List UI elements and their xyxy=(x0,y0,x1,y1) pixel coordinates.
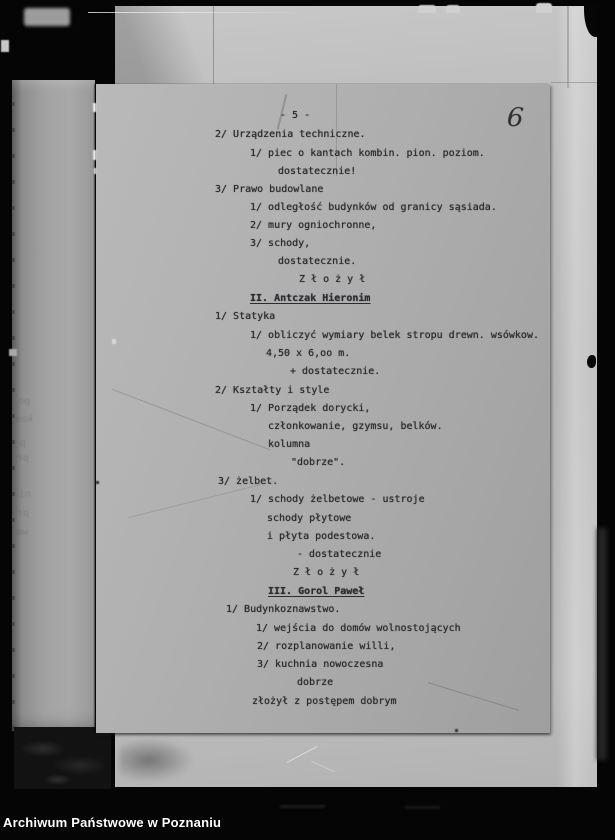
light-blob xyxy=(24,8,70,26)
typed-line: 3/ żelbet. xyxy=(218,476,279,487)
typed-line: kolumna xyxy=(268,439,311,450)
bleed-text-fragment: pr xyxy=(17,453,30,464)
typed-line: 1/ Budynkoznawstwo. xyxy=(226,604,341,615)
typed-line: 1/ obliczyć wymiary belek stropu drewn. wsówkow. xyxy=(250,330,539,341)
edge-glint xyxy=(93,103,96,112)
typed-line: 4,50 x 6,oo m. xyxy=(266,348,351,359)
typed-line: 2/ rozplanowanie willi, xyxy=(257,641,396,652)
typed-line: członkowanie, gzymsu, belków. xyxy=(268,421,443,432)
typed-line: 3/ kuchnia nowoczesna xyxy=(257,659,384,670)
typed-line: złożył z postępem dobrym xyxy=(252,696,397,707)
typed-line: 3/ schody, xyxy=(250,238,311,249)
edge-glint xyxy=(93,150,96,160)
typed-line: 1/ odległość budynków od granicy sąsiada. xyxy=(250,202,497,213)
edge-shading xyxy=(597,528,607,760)
bleed-text-fragment: po xyxy=(18,396,31,407)
student-heading: III. Gorol Paweł xyxy=(268,586,365,597)
typed-line: dostatecznie. xyxy=(278,256,357,267)
bleed-text-fragment: ni xyxy=(19,489,32,500)
bleed-text-fragment: wo xyxy=(16,527,29,538)
handwritten-folio-number: 6 xyxy=(505,102,525,134)
typed-line: schody płytowe xyxy=(267,513,352,524)
faint-dash xyxy=(405,806,440,809)
dark-dot xyxy=(96,481,99,484)
bleed-text-fragment: p xyxy=(20,438,27,449)
typed-line: "dobrze". xyxy=(291,457,346,468)
typed-line: 1/ Statyka xyxy=(215,311,276,322)
typed-line: 2/ Urządzenia techniczne. xyxy=(215,129,366,140)
typed-line: Z ł o ż y ł xyxy=(293,567,360,578)
typed-line: 1/ wejścia do domów wolnostojących xyxy=(256,623,461,634)
faint-dash xyxy=(280,805,325,808)
edge-glint xyxy=(94,168,96,174)
white-scratch xyxy=(88,12,310,13)
speck xyxy=(112,339,116,344)
typed-line: 3/ Prawo budowlane xyxy=(215,184,324,195)
typed-line: dobrze xyxy=(297,677,334,688)
typed-line: 1/ Porządek dorycki, xyxy=(250,403,371,414)
typed-line: - dostatecznie xyxy=(297,549,382,560)
typed-line: 2/ Kształty i style xyxy=(215,385,330,396)
speck xyxy=(1,40,9,52)
typed-line: Z ł o ż y ł xyxy=(299,274,366,285)
typed-line: dostatecznie! xyxy=(278,166,357,177)
typed-line: 1/ piec o kantach kombin. pion. poziom. xyxy=(250,148,485,159)
typed-line: i płyta podestowa. xyxy=(267,531,376,542)
typed-line: 1/ schody żelbetowe - ustroje xyxy=(250,494,425,505)
bleed-text-fragment: kos xyxy=(15,414,34,425)
sheet-seam xyxy=(551,82,597,83)
archive-watermark: Archiwum Państwowe w Poznaniu xyxy=(3,815,222,830)
typed-line: 2/ mury ogniochronne, xyxy=(250,220,377,231)
speck xyxy=(9,349,17,356)
student-heading: II. Antczak Hieronim xyxy=(250,293,371,304)
typed-line: + dostatecznie. xyxy=(290,366,381,377)
dark-dot xyxy=(455,729,458,732)
bleed-text-fragment: pr xyxy=(17,508,30,519)
page-number-header: - 5 - xyxy=(280,110,311,121)
